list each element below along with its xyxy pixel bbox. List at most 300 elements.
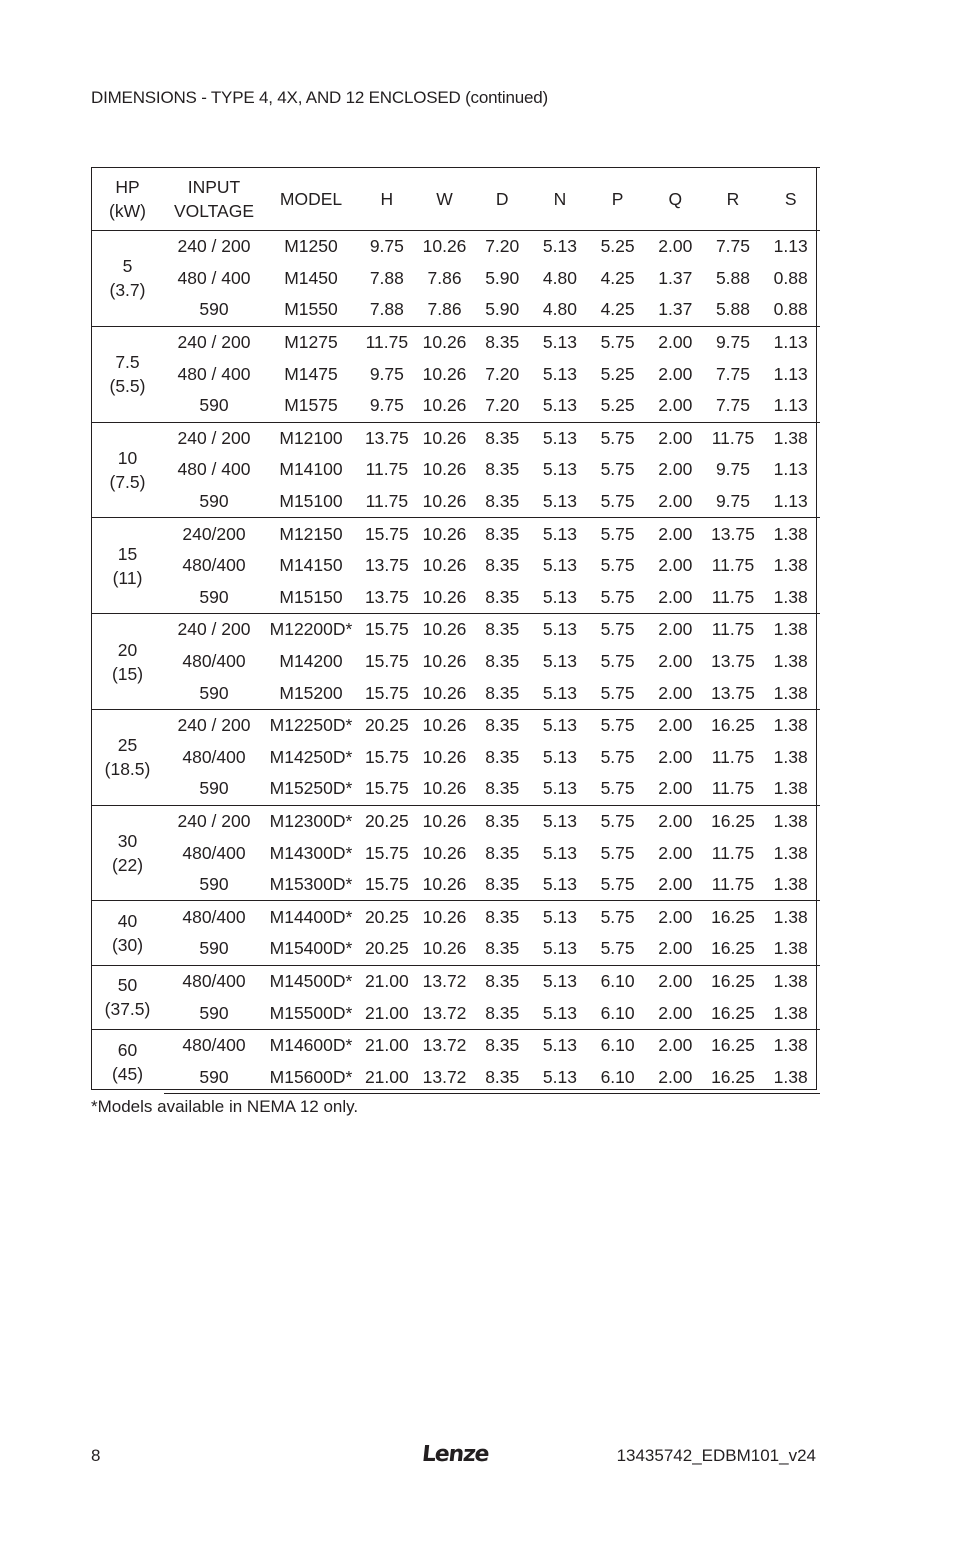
d-cell: 5.90	[485, 267, 520, 288]
w-cell: 10.26	[422, 938, 467, 959]
w-cell: 13.72	[422, 1002, 467, 1023]
r-cell: 11.75	[711, 746, 755, 767]
h-cell: 13.75	[364, 555, 409, 576]
s-cell: 1.38	[762, 709, 820, 741]
kw-value: (3.7)	[109, 280, 146, 301]
w-cell: 13.72	[416, 1061, 474, 1093]
n-cell: 5.13	[542, 363, 577, 384]
voltage-cell: 240/200	[164, 518, 264, 550]
s-cell: 1.38	[773, 842, 808, 863]
h-cell: 20.25	[358, 709, 416, 741]
voltage-cell: 590	[199, 299, 229, 320]
kw-value: (5.5)	[109, 376, 146, 397]
s-cell: 1.13	[762, 326, 820, 358]
q-cell: 2.00	[658, 491, 693, 512]
kw-value: (30)	[111, 935, 144, 956]
r-cell: 9.75	[715, 491, 750, 512]
kw-value: (18.5)	[104, 759, 151, 780]
header-model: MODEL	[264, 168, 358, 231]
h-cell: 21.00	[364, 1002, 409, 1023]
model-cell: M14400D*	[264, 901, 358, 933]
d-cell: 8.35	[473, 965, 531, 997]
model-cell: M12300D*	[264, 805, 358, 837]
header-q: Q	[646, 168, 704, 231]
q-cell: 1.37	[658, 267, 693, 288]
n-cell: 5.13	[542, 682, 577, 703]
table-row	[91, 231, 820, 263]
model-cell: M15500D*	[269, 1002, 353, 1023]
n-cell: 5.13	[531, 709, 589, 741]
hp-value: 7.5	[115, 352, 140, 373]
header-p: P	[589, 168, 647, 231]
voltage-cell: 480 / 400	[177, 363, 251, 384]
w-cell: 10.26	[422, 491, 467, 512]
table-row	[91, 933, 820, 965]
q-cell: 2.00	[658, 778, 693, 799]
r-cell: 16.25	[704, 965, 762, 997]
s-cell: 1.38	[773, 778, 808, 799]
r-cell: 5.88	[715, 267, 750, 288]
table-row	[91, 518, 820, 550]
p-cell: 6.10	[600, 1002, 635, 1023]
r-cell: 16.25	[704, 709, 762, 741]
voltage-cell: 480/400	[182, 555, 246, 576]
d-cell: 8.35	[485, 1002, 520, 1023]
hp-cell	[91, 1029, 164, 1093]
header-s: S	[762, 168, 820, 231]
hp-cell	[91, 422, 164, 518]
p-cell: 5.75	[589, 518, 647, 550]
r-cell: 11.75	[711, 874, 755, 895]
p-cell: 5.75	[600, 555, 635, 576]
r-cell: 11.75	[711, 842, 755, 863]
q-cell: 2.00	[646, 805, 704, 837]
header-input-label: INPUT	[187, 177, 241, 197]
model-cell: M14500D*	[264, 965, 358, 997]
hp-value: 20	[117, 639, 138, 660]
p-cell: 5.75	[589, 422, 647, 454]
q-cell: 2.00	[658, 746, 693, 767]
q-cell: 2.00	[646, 965, 704, 997]
table-row	[91, 390, 820, 422]
h-cell: 15.75	[364, 842, 409, 863]
hp-cell	[91, 614, 164, 710]
model-cell: M15600D*	[264, 1061, 358, 1093]
table-row	[91, 709, 820, 741]
kw-value: (11)	[112, 567, 143, 588]
p-cell: 5.75	[589, 901, 647, 933]
d-cell: 7.20	[485, 395, 520, 416]
q-cell: 2.00	[658, 1002, 693, 1023]
table-row	[91, 454, 820, 486]
d-cell: 8.35	[485, 842, 520, 863]
model-cell: M14600D*	[264, 1029, 358, 1061]
model-cell: M15200	[279, 682, 343, 703]
s-cell: 1.38	[773, 555, 808, 576]
h-cell: 15.75	[364, 778, 409, 799]
d-cell: 8.35	[473, 614, 531, 646]
model-cell: M1550	[284, 299, 338, 320]
w-cell: 10.26	[422, 651, 467, 672]
model-cell: M15300D*	[269, 874, 353, 895]
q-cell: 2.00	[646, 231, 704, 263]
s-cell: 1.38	[773, 746, 808, 767]
document-id: 13435742_EDBM101_v24	[616, 1446, 816, 1465]
n-cell: 5.13	[542, 459, 577, 480]
table-row	[91, 263, 820, 295]
r-cell: 16.25	[704, 1029, 762, 1061]
r-cell: 13.75	[711, 682, 755, 703]
q-cell: 2.00	[646, 1029, 704, 1061]
s-cell: 1.13	[773, 459, 808, 480]
s-cell: 1.13	[773, 363, 808, 384]
q-cell: 2.00	[646, 1061, 704, 1093]
d-cell: 7.20	[485, 363, 520, 384]
n-cell: 5.13	[531, 231, 589, 263]
h-cell: 15.75	[364, 682, 409, 703]
d-cell: 8.35	[485, 682, 520, 703]
p-cell: 6.10	[589, 1029, 647, 1061]
model-cell: M15400D*	[269, 938, 353, 959]
h-cell: 11.75	[358, 326, 416, 358]
r-cell: 9.75	[704, 326, 762, 358]
model-cell: M14100	[279, 459, 343, 480]
header-input-voltage	[164, 168, 264, 231]
p-cell: 5.75	[600, 459, 635, 480]
w-cell: 10.26	[422, 778, 467, 799]
model-cell: M12150	[264, 518, 358, 550]
p-cell: 5.75	[600, 746, 635, 767]
header-voltage-label: VOLTAGE	[173, 201, 255, 221]
voltage-cell: 590	[164, 1061, 264, 1093]
q-cell: 2.00	[646, 326, 704, 358]
d-cell: 5.90	[485, 299, 520, 320]
voltage-cell: 480/400	[182, 746, 246, 767]
header-hp	[91, 168, 164, 231]
p-cell: 6.10	[589, 965, 647, 997]
dimensions-table	[91, 167, 820, 1094]
table-row	[91, 997, 820, 1029]
voltage-cell: 480/400	[164, 1029, 264, 1061]
table-row	[91, 326, 820, 358]
header-hp-label: HP	[115, 177, 140, 197]
n-cell: 4.80	[542, 299, 577, 320]
r-cell: 11.75	[711, 586, 755, 607]
p-cell: 5.75	[600, 491, 635, 512]
w-cell: 10.26	[416, 326, 474, 358]
h-cell: 13.75	[364, 586, 409, 607]
table-row	[91, 837, 820, 869]
n-cell: 5.13	[531, 901, 589, 933]
w-cell: 10.26	[416, 709, 474, 741]
s-cell: 1.38	[762, 965, 820, 997]
voltage-cell: 240 / 200	[164, 805, 264, 837]
table-row	[91, 677, 820, 709]
h-cell: 20.25	[358, 901, 416, 933]
r-cell: 5.88	[715, 299, 750, 320]
d-cell: 8.35	[485, 651, 520, 672]
h-cell: 15.75	[358, 614, 416, 646]
n-cell: 5.13	[542, 842, 577, 863]
q-cell: 2.00	[658, 363, 693, 384]
header-w: W	[416, 168, 474, 231]
voltage-cell: 240 / 200	[164, 231, 264, 263]
hp-value: 25	[117, 735, 138, 756]
voltage-cell: 590	[199, 682, 229, 703]
s-cell: 1.13	[762, 231, 820, 263]
kw-value: (15)	[111, 663, 144, 684]
voltage-cell: 240 / 200	[164, 422, 264, 454]
h-cell: 20.25	[364, 938, 409, 959]
n-cell: 5.13	[542, 874, 577, 895]
kw-value: (37.5)	[104, 999, 151, 1020]
h-cell: 21.00	[358, 1061, 416, 1093]
h-cell: 11.75	[365, 459, 409, 480]
d-cell: 8.35	[473, 1029, 531, 1061]
table-row	[91, 965, 820, 997]
table-row	[91, 901, 820, 933]
p-cell: 5.75	[589, 805, 647, 837]
model-cell: M12250D*	[264, 709, 358, 741]
r-cell: 7.75	[704, 231, 762, 263]
n-cell: 5.13	[531, 1029, 589, 1061]
table-row	[91, 294, 820, 326]
w-cell: 10.26	[416, 518, 474, 550]
p-cell: 4.25	[600, 299, 635, 320]
p-cell: 5.75	[589, 614, 647, 646]
s-cell: 1.38	[762, 901, 820, 933]
table-row	[91, 1029, 820, 1061]
d-cell: 8.35	[473, 901, 531, 933]
r-cell: 7.75	[715, 363, 750, 384]
w-cell: 10.26	[422, 874, 467, 895]
q-cell: 2.00	[646, 518, 704, 550]
q-cell: 2.00	[658, 555, 693, 576]
s-cell: 1.38	[773, 874, 808, 895]
table-row	[91, 358, 820, 390]
s-cell: 1.38	[762, 518, 820, 550]
voltage-cell: 590	[199, 874, 229, 895]
voltage-cell: 480 / 400	[177, 459, 251, 480]
table-row	[91, 742, 820, 774]
n-cell: 5.13	[542, 651, 577, 672]
s-cell: 1.13	[773, 395, 808, 416]
r-cell: 13.75	[704, 518, 762, 550]
model-cell: M12200D*	[264, 614, 358, 646]
d-cell: 8.35	[485, 491, 520, 512]
w-cell: 10.26	[422, 555, 467, 576]
hp-cell	[91, 709, 164, 805]
q-cell: 2.00	[658, 682, 693, 703]
r-cell: 9.75	[715, 459, 750, 480]
s-cell: 1.38	[762, 1029, 820, 1061]
h-cell: 15.75	[358, 518, 416, 550]
h-cell: 21.00	[358, 965, 416, 997]
table-row	[91, 805, 820, 837]
h-cell: 7.88	[369, 299, 404, 320]
r-cell: 13.75	[711, 651, 755, 672]
w-cell: 10.26	[422, 586, 467, 607]
kw-value: (22)	[111, 855, 144, 876]
model-cell: M1575	[284, 395, 338, 416]
hp-value: 50	[117, 975, 138, 996]
w-cell: 10.26	[422, 459, 467, 480]
model-cell: M1250	[264, 231, 358, 263]
voltage-cell: 480/400	[182, 651, 246, 672]
model-cell: M15150	[279, 586, 343, 607]
table-row	[91, 1061, 820, 1093]
h-cell: 20.25	[358, 805, 416, 837]
d-cell: 8.35	[485, 586, 520, 607]
voltage-cell: 590	[199, 1002, 229, 1023]
d-cell: 8.35	[473, 518, 531, 550]
hp-value: 30	[117, 831, 138, 852]
s-cell: 1.38	[773, 651, 808, 672]
n-cell: 5.13	[531, 422, 589, 454]
q-cell: 1.37	[658, 299, 693, 320]
w-cell: 10.26	[422, 842, 467, 863]
r-cell: 11.75	[704, 422, 762, 454]
table-row	[91, 582, 820, 614]
q-cell: 2.00	[658, 842, 693, 863]
q-cell: 2.00	[646, 709, 704, 741]
q-cell: 2.00	[658, 938, 693, 959]
d-cell: 8.35	[485, 938, 520, 959]
n-cell: 5.13	[531, 1061, 589, 1093]
p-cell: 5.75	[600, 842, 635, 863]
p-cell: 5.25	[600, 395, 635, 416]
d-cell: 8.35	[473, 326, 531, 358]
table-row	[91, 550, 820, 582]
s-cell: 1.38	[762, 1061, 820, 1093]
q-cell: 2.00	[658, 874, 693, 895]
p-cell: 5.75	[600, 874, 635, 895]
p-cell: 5.75	[600, 938, 635, 959]
hp-value: 15	[117, 543, 138, 564]
q-cell: 2.00	[646, 901, 704, 933]
table-body	[91, 231, 820, 1094]
hp-value: 5	[122, 256, 133, 277]
n-cell: 5.13	[531, 614, 589, 646]
w-cell: 13.72	[416, 965, 474, 997]
voltage-cell: 240 / 200	[164, 326, 264, 358]
hp-cell	[91, 231, 164, 327]
p-cell: 5.25	[589, 231, 647, 263]
s-cell: 1.38	[762, 805, 820, 837]
header-hp-unit: (kW)	[109, 201, 146, 221]
header-r: R	[704, 168, 762, 231]
n-cell: 5.13	[542, 938, 577, 959]
r-cell: 11.75	[711, 555, 755, 576]
s-cell: 0.88	[773, 299, 808, 320]
model-cell: M14200	[279, 651, 343, 672]
s-cell: 1.38	[773, 1002, 808, 1023]
voltage-cell: 590	[199, 938, 229, 959]
model-cell: M15250D*	[269, 778, 353, 799]
model-cell: M1450	[284, 267, 338, 288]
model-cell: M14150	[279, 555, 343, 576]
d-cell: 8.35	[473, 805, 531, 837]
h-cell: 13.75	[358, 422, 416, 454]
hp-cell	[91, 326, 164, 422]
s-cell: 1.38	[762, 422, 820, 454]
model-cell: M14250D*	[269, 746, 353, 767]
w-cell: 10.26	[422, 395, 467, 416]
h-cell: 7.88	[369, 267, 404, 288]
model-cell: M15100	[279, 491, 343, 512]
hp-value: 60	[117, 1039, 138, 1060]
w-cell: 7.86	[427, 267, 462, 288]
s-cell: 1.38	[762, 614, 820, 646]
hp-cell	[91, 518, 164, 614]
w-cell: 10.26	[422, 746, 467, 767]
w-cell: 7.86	[427, 299, 462, 320]
q-cell: 2.00	[658, 586, 693, 607]
s-cell: 1.38	[773, 586, 808, 607]
p-cell: 5.75	[589, 326, 647, 358]
r-cell: 7.75	[715, 395, 750, 416]
header-d: D	[473, 168, 531, 231]
n-cell: 5.13	[542, 491, 577, 512]
w-cell: 10.26	[416, 805, 474, 837]
n-cell: 5.13	[542, 746, 577, 767]
h-cell: 15.75	[364, 651, 409, 672]
voltage-cell: 480 / 400	[177, 267, 251, 288]
table-row	[91, 646, 820, 678]
w-cell: 10.26	[416, 231, 474, 263]
model-cell: M14300D*	[269, 842, 353, 863]
voltage-cell: 240 / 200	[164, 709, 264, 741]
p-cell: 5.75	[600, 651, 635, 672]
voltage-cell: 240 / 200	[164, 614, 264, 646]
voltage-cell: 590	[199, 395, 229, 416]
s-cell: 1.13	[773, 491, 808, 512]
w-cell: 10.26	[416, 614, 474, 646]
table-header	[91, 168, 820, 231]
n-cell: 5.13	[531, 805, 589, 837]
p-cell: 5.25	[600, 363, 635, 384]
q-cell: 2.00	[646, 422, 704, 454]
n-cell: 5.13	[531, 326, 589, 358]
q-cell: 2.00	[646, 614, 704, 646]
p-cell: 5.75	[589, 709, 647, 741]
voltage-cell: 480/400	[164, 965, 264, 997]
d-cell: 8.35	[485, 459, 520, 480]
d-cell: 7.20	[473, 231, 531, 263]
r-cell: 16.25	[711, 938, 755, 959]
h-cell: 21.00	[358, 1029, 416, 1061]
d-cell: 8.35	[485, 874, 520, 895]
p-cell: 5.75	[600, 778, 635, 799]
s-cell: 1.38	[773, 938, 808, 959]
hp-cell	[91, 965, 164, 1029]
d-cell: 8.35	[485, 778, 520, 799]
w-cell: 10.26	[422, 363, 467, 384]
brand-logo: Lenze	[420, 1442, 490, 1467]
model-cell: M1275	[264, 326, 358, 358]
table-row	[91, 869, 820, 901]
n-cell: 5.13	[531, 518, 589, 550]
d-cell: 8.35	[473, 709, 531, 741]
n-cell: 5.13	[531, 965, 589, 997]
d-cell: 8.35	[485, 746, 520, 767]
q-cell: 2.00	[658, 651, 693, 672]
h-cell: 11.75	[365, 491, 409, 512]
p-cell: 5.75	[600, 682, 635, 703]
model-cell: M12100	[264, 422, 358, 454]
w-cell: 13.72	[416, 1029, 474, 1061]
voltage-cell: 590	[199, 491, 229, 512]
